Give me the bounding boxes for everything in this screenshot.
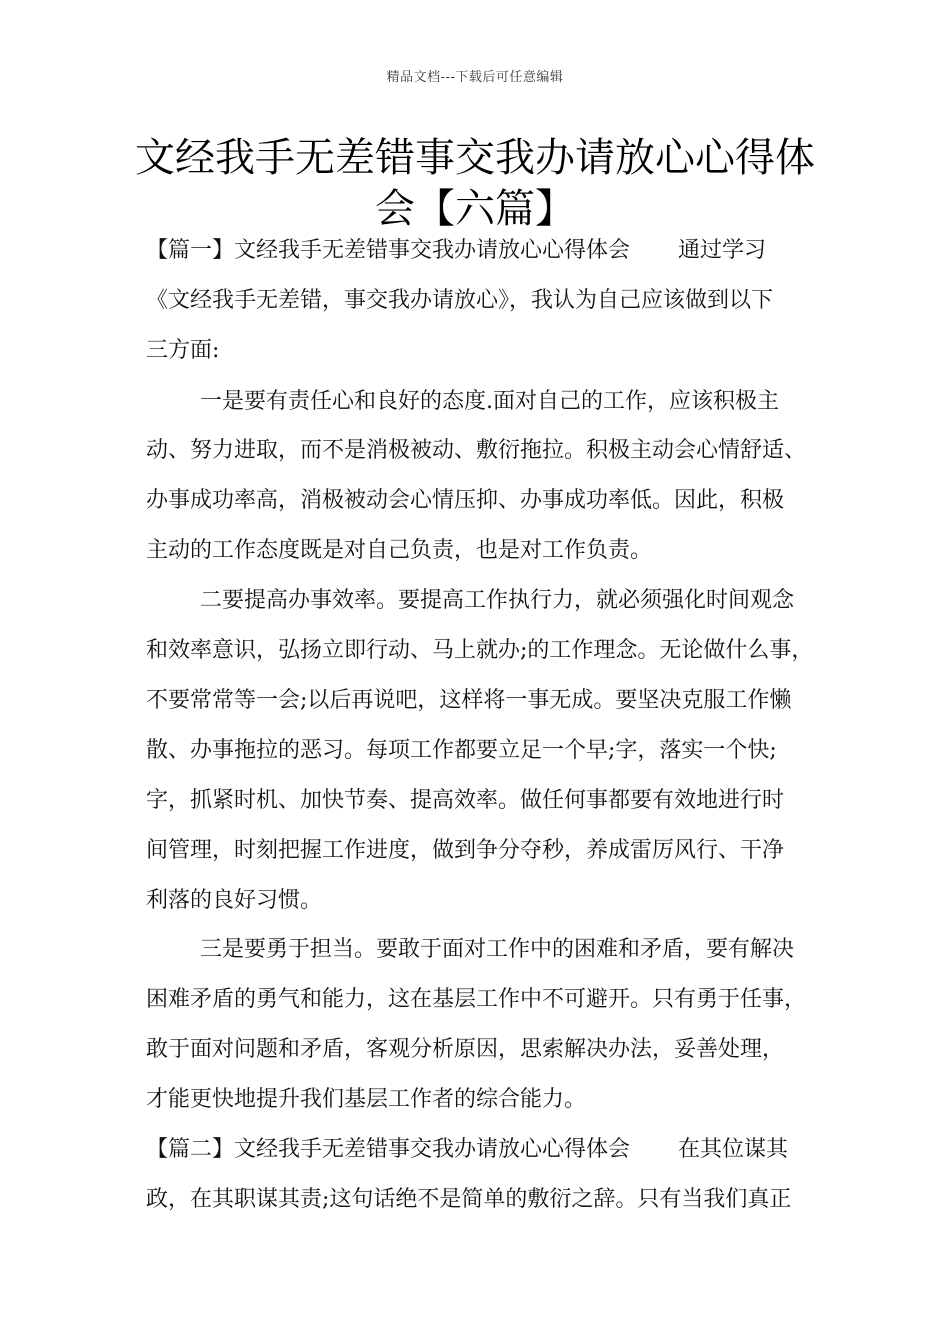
- paragraph-line: 不要常常等一会;以后再说吧，这样将一事无成。要坚决克服工作懒: [146, 688, 792, 713]
- paragraph-line: 和效率意识，弘扬立即行动、马上就办;的工作理念。无论做什么事，: [146, 638, 814, 663]
- paragraph-line: 三是要勇于担当。要敢于面对工作中的困难和矛盾，要有解决: [200, 937, 795, 962]
- paragraph-line: 《文经我手无差错，事交我办请放心》，我认为自己应该做到以下: [146, 288, 774, 313]
- paragraph-line: 一是要有责任心和良好的态度.面对自己的工作，应该积极主: [200, 389, 779, 414]
- paragraph-line: 政，在其职谋其责;这句话绝不是简单的敷衍之辞。只有当我们真正: [146, 1187, 792, 1212]
- paragraph-line: 三方面:: [146, 338, 220, 363]
- paragraph-line: 动、努力进取，而不是消极被动、敷衍拖拉。积极主动会心情舒适、: [146, 438, 807, 463]
- paragraph-line: 困难矛盾的勇气和能力，这在基层工作中不可避开。只有勇于任事，: [146, 987, 807, 1012]
- paragraph-line: 敢于面对问题和矛盾，客观分析原因，思索解决办法，妥善处理，: [146, 1037, 785, 1062]
- document-title-line-1: 文经我手无差错事交我办请放心心得体: [135, 135, 815, 181]
- paragraph-line: 才能更快地提升我们基层工作者的综合能力。: [146, 1087, 587, 1112]
- paragraph-line: 利落的良好习惯。: [146, 888, 323, 913]
- document-title-line-2: 会【六篇】: [375, 186, 575, 232]
- paragraph-line: 字，抓紧时机、加快节奏、提高效率。做任何事都要有效地进行时: [146, 788, 785, 813]
- paragraph-line: 二要提高办事效率。要提高工作执行力，就必须强化时间观念: [200, 588, 795, 613]
- paragraph-line: 散、办事拖拉的恶习。每项工作都要立足一个早;字，落实一个快;: [146, 738, 777, 763]
- paragraph-line: 间管理，时刻把握工作进度，做到争分夺秒，养成雷厉风行、干净: [146, 838, 785, 863]
- paragraph-line: 【篇一】文经我手无差错事交我办请放心心得体会 通过学习: [146, 238, 767, 263]
- paragraph-line: 【篇二】文经我手无差错事交我办请放心心得体会 在其位谋其: [146, 1137, 789, 1162]
- paragraph-line: 办事成功率高，消极被动会心情压抑、办事成功率低。因此，积极: [146, 488, 785, 513]
- paragraph-line: 主动的工作态度既是对自己负责，也是对工作负责。: [146, 538, 653, 563]
- document-header-note: 精品文档---下载后可任意编辑: [386, 70, 564, 85]
